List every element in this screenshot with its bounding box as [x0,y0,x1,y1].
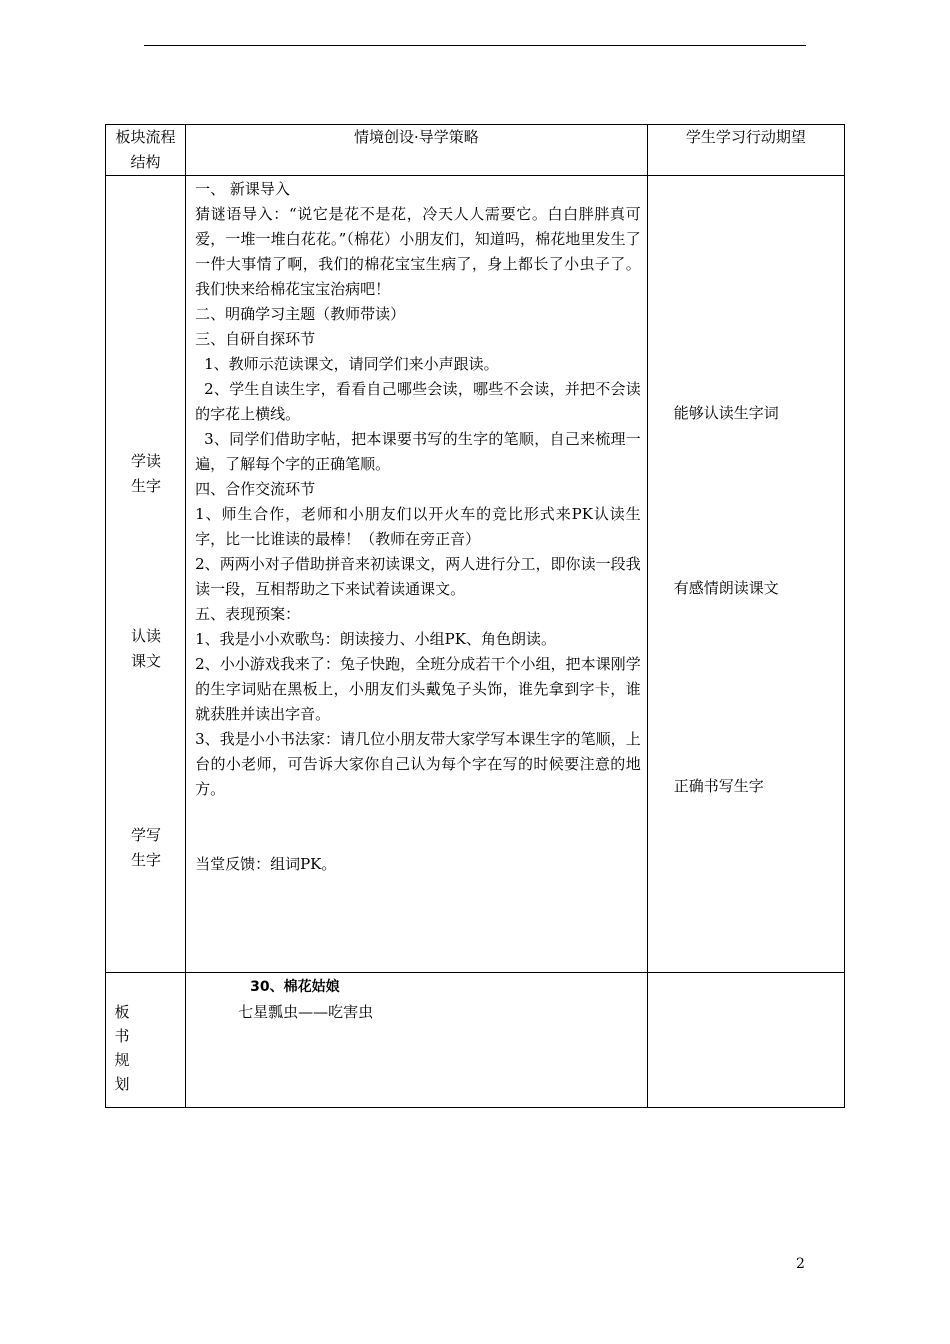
board-line: 七星瓢虫——吃害虫 [238,1003,374,1021]
header-strategy: 情境创设·导学策略 [186,125,648,176]
section-label-read-text: 认读 课文 [130,627,161,670]
content-line: 四、合作交流环节 [195,480,316,498]
board-label-char: 书 [114,1027,130,1045]
board-label-char: 板 [114,1003,130,1021]
board-content-cell [186,973,648,1108]
lesson-plan-table [105,124,845,1108]
board-label-cell [106,973,186,1108]
table-header-row [106,125,845,176]
board-label-char: 规 [114,1051,130,1069]
content-line: 2、两两小对子借助拼音来初读课文，两人进行分工，即你读一段我读一段，互相帮助之下来试着读通课文。 [195,555,641,598]
section-label-read-chars: 学读 生字 [130,452,161,495]
section-label-write-chars: 学写 生字 [130,826,161,869]
content-line: 3、我是小小书法家：请几位小朋友带大家学写本课生字的笔顺，上台的小老师，可告诉大家你自己认为每个字在写的时候要注意的地方。 [195,730,641,798]
expectation-read-text: 有感情朗读课文 [673,579,779,597]
content-line: 一、 新课导入 [195,180,290,198]
content-line: 2、小小游戏我来了：兔子快跑，全班分成若干个小组，把本课刚学的生字词贴在黑板上，小朋友们头戴兔子头饰，谁先拿到字卡，谁就获胜并读出字音。 [195,655,641,723]
content-line: 1、我是小小欢歌鸟：朗读接力、小组PK、角色朗读。 [195,630,556,648]
board-plan-row [106,973,845,1108]
page-number: 2 [796,1256,805,1272]
strategy-content-cell [186,176,648,973]
main-row [106,176,845,973]
header-rule [144,45,806,46]
board-title: 30、棉花姑娘 [250,979,340,995]
content-line: 五、表现预案： [195,605,301,623]
content-line: 1、师生合作，老师和小朋友们以开火车的竞比形式来PK认读生字，比一比谁读的最棒！（教师在旁正音） [195,505,641,548]
board-label-char: 划 [114,1075,130,1093]
content-line: 猜谜语导入：“说它是花不是花，冷天人人需要它。白白胖胖真可爱，一堆一堆白花花。”（棉花）小朋友们，知道吗，棉花地里发生了一件大事情了啊，我们的棉花宝宝生病了，身上都长了小虫子了。我们快来给棉花宝宝治病吧！ [195,205,641,298]
content-line: 1、教师示范读课文，请同学们来小声跟读。 [204,355,499,373]
section-labels-cell [106,176,186,973]
content-line: 2、学生自读生字，看看自己哪些会读，哪些不会读，并把不会读的字花上横线。 [195,380,641,423]
header-structure: 板块流程结构 [106,125,186,176]
content-line: 二、明确学习主题（教师带读） [195,305,406,323]
expectation-cell [647,176,844,973]
content-line: 当堂反馈：组词PK。 [195,855,337,873]
expectation-write-chars: 正确书写生字 [673,777,764,795]
header-expectation: 学生学习行动期望 [647,125,844,176]
content-line: 三、自研自探环节 [195,330,316,348]
board-empty-cell [647,973,844,1108]
expectation-read-chars: 能够认读生字词 [673,404,779,422]
content-line: 3、同学们借助字帖，把本课要书写的生字的笔顺，自己来梳理一遍，了解每个字的正确笔顺。 [195,430,641,473]
